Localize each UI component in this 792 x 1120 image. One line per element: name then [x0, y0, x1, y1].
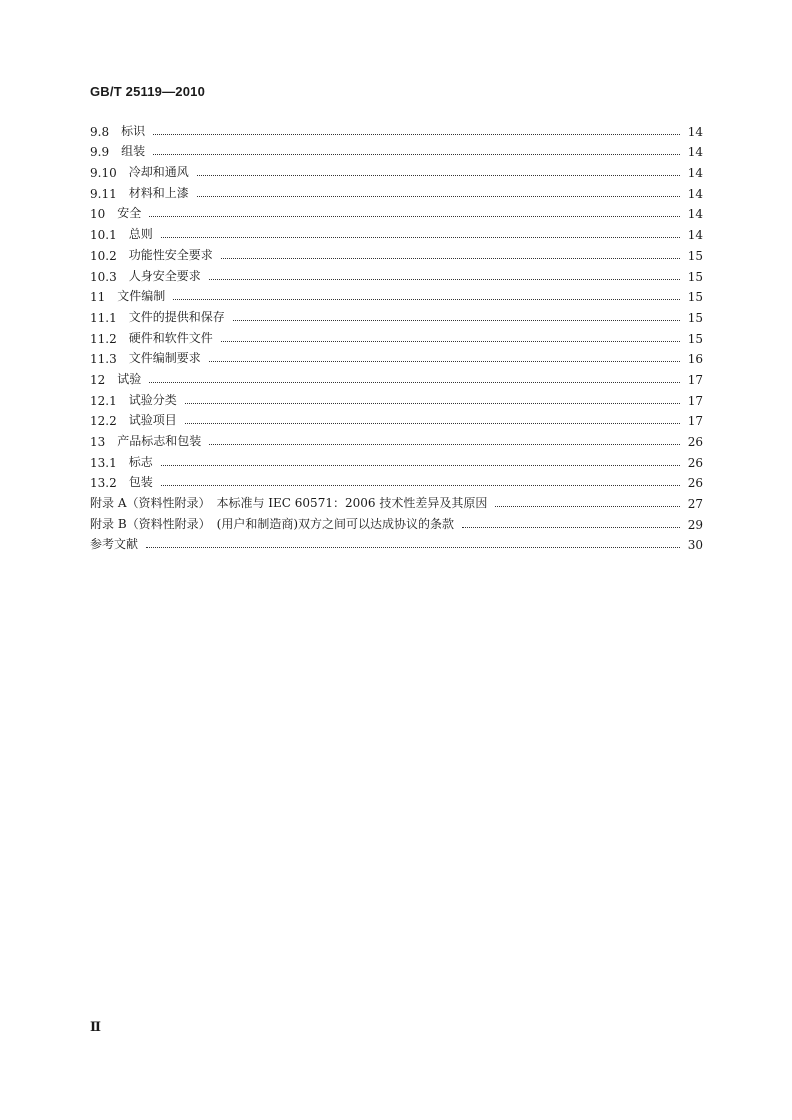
- toc-entry-number: 13.1: [90, 455, 117, 470]
- toc-entry-page: 15: [687, 310, 703, 325]
- toc-entry-title: 附录 B（资料性附录） (用户和制造商)双方之间可以达成协议的条款: [90, 516, 454, 531]
- toc-entry-page: 15: [687, 290, 703, 305]
- toc-entry[interactable]: [90, 201, 703, 222]
- toc-entry-number: 11.3: [90, 352, 117, 367]
- toc-dot-leader: [153, 134, 680, 135]
- toc-entry-page: 14: [687, 166, 703, 181]
- toc-dot-leader: [209, 279, 680, 280]
- page-number: Ⅱ: [90, 1020, 101, 1035]
- toc-dot-leader: [209, 361, 680, 362]
- toc-dot-leader: [161, 465, 680, 466]
- toc-dot-leader: [209, 444, 679, 445]
- toc-entry[interactable]: [90, 221, 703, 242]
- toc-entry-title: 人身安全要求: [128, 268, 201, 283]
- toc-entry[interactable]: [90, 387, 703, 408]
- toc-entry[interactable]: [90, 284, 703, 305]
- toc-dot-leader: [221, 341, 680, 342]
- toc-dot-leader: [197, 196, 680, 197]
- toc-entry-page: 15: [687, 269, 703, 284]
- toc-dot-leader: [149, 382, 679, 383]
- toc-entry[interactable]: [90, 428, 703, 449]
- toc-entry[interactable]: [90, 532, 703, 553]
- toc-entry-page: 26: [687, 435, 703, 449]
- toc-entry[interactable]: [90, 139, 703, 160]
- toc-entry-page: 14: [687, 186, 703, 201]
- toc-entry[interactable]: [90, 242, 703, 263]
- toc-entry-page: 14: [687, 207, 703, 222]
- toc-entry-title: 文件的提供和保存: [128, 309, 225, 324]
- toc-entry-number: 11: [90, 290, 106, 305]
- toc-entry-title: 附录 A（资料性附录） 本标准与 IEC 60571：2006 技术性差异及其原因: [90, 496, 488, 511]
- toc-entry[interactable]: [90, 118, 703, 139]
- toc-entry-title: 参考文献: [90, 537, 139, 552]
- toc-entry-number: 12.2: [90, 414, 117, 429]
- toc-entry-page: 16: [687, 352, 703, 367]
- toc-dot-leader: [185, 403, 680, 404]
- toc-dot-leader: [197, 175, 680, 176]
- toc-entry-title: 总则: [128, 227, 153, 242]
- toc-entry[interactable]: [90, 304, 703, 325]
- standard-id: GB/T 25119—2010: [90, 84, 206, 99]
- toc-entry-page: 15: [687, 248, 703, 263]
- toc-entry[interactable]: [90, 346, 703, 367]
- toc-dot-leader: [161, 237, 680, 238]
- toc-entry-title: 试验项目: [128, 413, 177, 428]
- toc-entry[interactable]: [90, 511, 703, 532]
- toc-entry-number: 10: [90, 207, 106, 222]
- toc-entry-page: 14: [687, 124, 703, 139]
- toc-entry-title: 安全: [117, 206, 142, 221]
- toc-entry-number: 9.9: [90, 145, 110, 160]
- toc-entry-title: 包装: [128, 475, 153, 490]
- toc-entry-number: 13: [90, 435, 106, 449]
- toc-entry-title: 试验: [117, 371, 142, 386]
- toc-entry[interactable]: [90, 470, 703, 491]
- toc-entry[interactable]: [90, 263, 703, 284]
- toc-entry-page: 17: [687, 372, 703, 387]
- toc-entry-title: 标识: [121, 123, 146, 138]
- toc-dot-leader: [153, 154, 680, 155]
- toc-dot-leader: [146, 547, 680, 548]
- toc-dot-leader: [221, 258, 680, 259]
- toc-entry-page: 17: [687, 414, 703, 429]
- toc-entry-number: 12.1: [90, 393, 117, 408]
- toc-entry[interactable]: [90, 366, 703, 387]
- toc-entry-number: 9.11: [90, 186, 117, 201]
- toc-entry-number: 9.10: [90, 166, 117, 181]
- toc-entry-title: 材料和上漆: [128, 185, 189, 200]
- toc-dot-leader: [185, 423, 680, 424]
- toc-entry[interactable]: [90, 490, 703, 511]
- toc-entry-number: 10.1: [90, 228, 117, 243]
- toc-entry[interactable]: [90, 159, 703, 180]
- toc-dot-leader: [161, 485, 680, 486]
- toc-entry-title: 文件编制: [117, 289, 166, 304]
- toc-entry-number: 9.8: [90, 124, 110, 139]
- toc-entry-title: 冷却和通风: [128, 165, 189, 180]
- toc-entry-title: 产品标志和包装: [117, 434, 202, 448]
- toc-entry-title: 试验分类: [128, 392, 177, 407]
- toc-entry-title: 功能性安全要求: [128, 247, 213, 262]
- toc-entry-title: 标志: [128, 454, 153, 469]
- toc-dot-leader: [149, 216, 679, 217]
- toc-entry-page: 30: [687, 538, 703, 553]
- toc-entry[interactable]: [90, 325, 703, 346]
- toc-entry-number: 11.2: [90, 331, 117, 346]
- toc-dot-leader: [173, 299, 679, 300]
- toc-entry-number: 10.3: [90, 269, 117, 284]
- toc-entry-title: 硬件和软件文件: [128, 330, 213, 345]
- table-of-contents: [90, 118, 703, 552]
- toc-entry[interactable]: [90, 449, 703, 470]
- toc-entry-title: 组装: [121, 144, 146, 159]
- toc-entry-number: 13.2: [90, 476, 117, 491]
- toc-entry-number: 12: [90, 372, 106, 387]
- toc-dot-leader: [462, 527, 680, 528]
- toc-entry-page: 17: [687, 393, 703, 408]
- toc-entry-number: 10.2: [90, 248, 117, 263]
- toc-entry-page: 29: [687, 517, 703, 532]
- toc-entry-page: 14: [687, 228, 703, 243]
- toc-entry-number: 11.1: [90, 310, 117, 325]
- toc-dot-leader: [233, 320, 680, 321]
- toc-entry-title: 文件编制要求: [128, 351, 201, 366]
- toc-entry-page: 26: [687, 476, 703, 491]
- toc-dot-leader: [495, 506, 679, 507]
- toc-entry-page: 26: [687, 455, 703, 470]
- toc-entry[interactable]: [90, 180, 703, 201]
- toc-entry-page: 27: [687, 497, 703, 512]
- toc-entry-page: 14: [687, 145, 703, 160]
- toc-entry[interactable]: [90, 408, 703, 429]
- toc-entry-page: 15: [687, 331, 703, 346]
